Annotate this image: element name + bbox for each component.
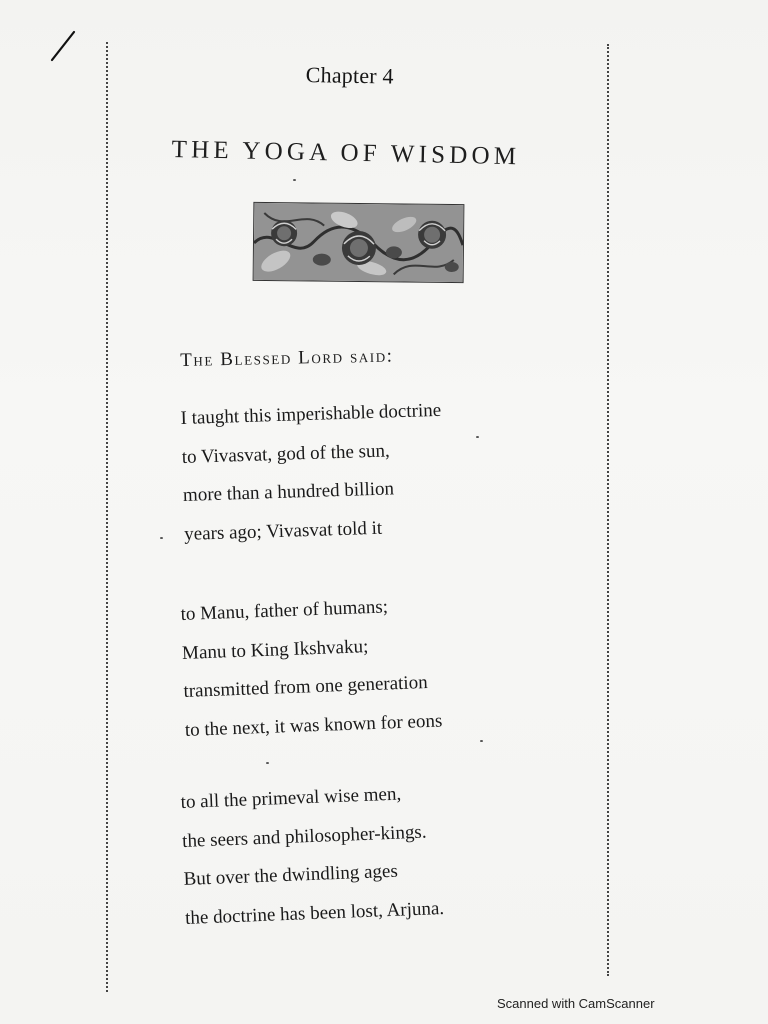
verse-line: to the next, it was known for eons: [184, 709, 443, 741]
verse-stanza: [180, 390, 505, 554]
verse-line: transmitted from one generation: [183, 671, 429, 702]
scanner-watermark: Scanned with CamScanner: [497, 996, 655, 1011]
scan-speck: [160, 537, 163, 539]
verse-line: the doctrine has been lost, Arjuna.: [184, 897, 445, 929]
verse-line: I taught this imperishable doctrine: [180, 399, 442, 429]
verse-line: Manu to King Ikshvaku;: [181, 635, 369, 664]
pen-stroke-mark: [48, 28, 78, 64]
verse-line: the seers and philosopher-kings.: [181, 821, 427, 852]
scan-speck: [480, 740, 483, 742]
verse-line: to all the primeval wise men,: [180, 783, 402, 813]
chapter-title: THE YOGA OF WISDOM: [171, 136, 521, 171]
left-margin-dotted-rule: [106, 42, 108, 992]
scan-speck: [476, 436, 479, 438]
verse-stanza: [180, 584, 505, 750]
speaker-heading: The Blessed Lord said:: [180, 345, 394, 371]
verse-stanza: [180, 772, 506, 938]
verse-line: But over the dwindling ages: [183, 860, 399, 890]
floral-lotus-ornament-icon: [253, 202, 465, 283]
chapter-label: Chapter 4: [305, 62, 394, 89]
verse-line: years ago; Vivasvat told it: [183, 517, 383, 545]
verse-line: to Vivasvat, god of the sun,: [181, 439, 391, 468]
scan-speck: [293, 179, 296, 181]
verse-line: to Manu, father of humans;: [180, 596, 389, 625]
scan-speck: [266, 762, 269, 764]
verse-line: more than a hundred billion: [182, 478, 395, 506]
right-margin-dotted-rule: [607, 44, 609, 976]
